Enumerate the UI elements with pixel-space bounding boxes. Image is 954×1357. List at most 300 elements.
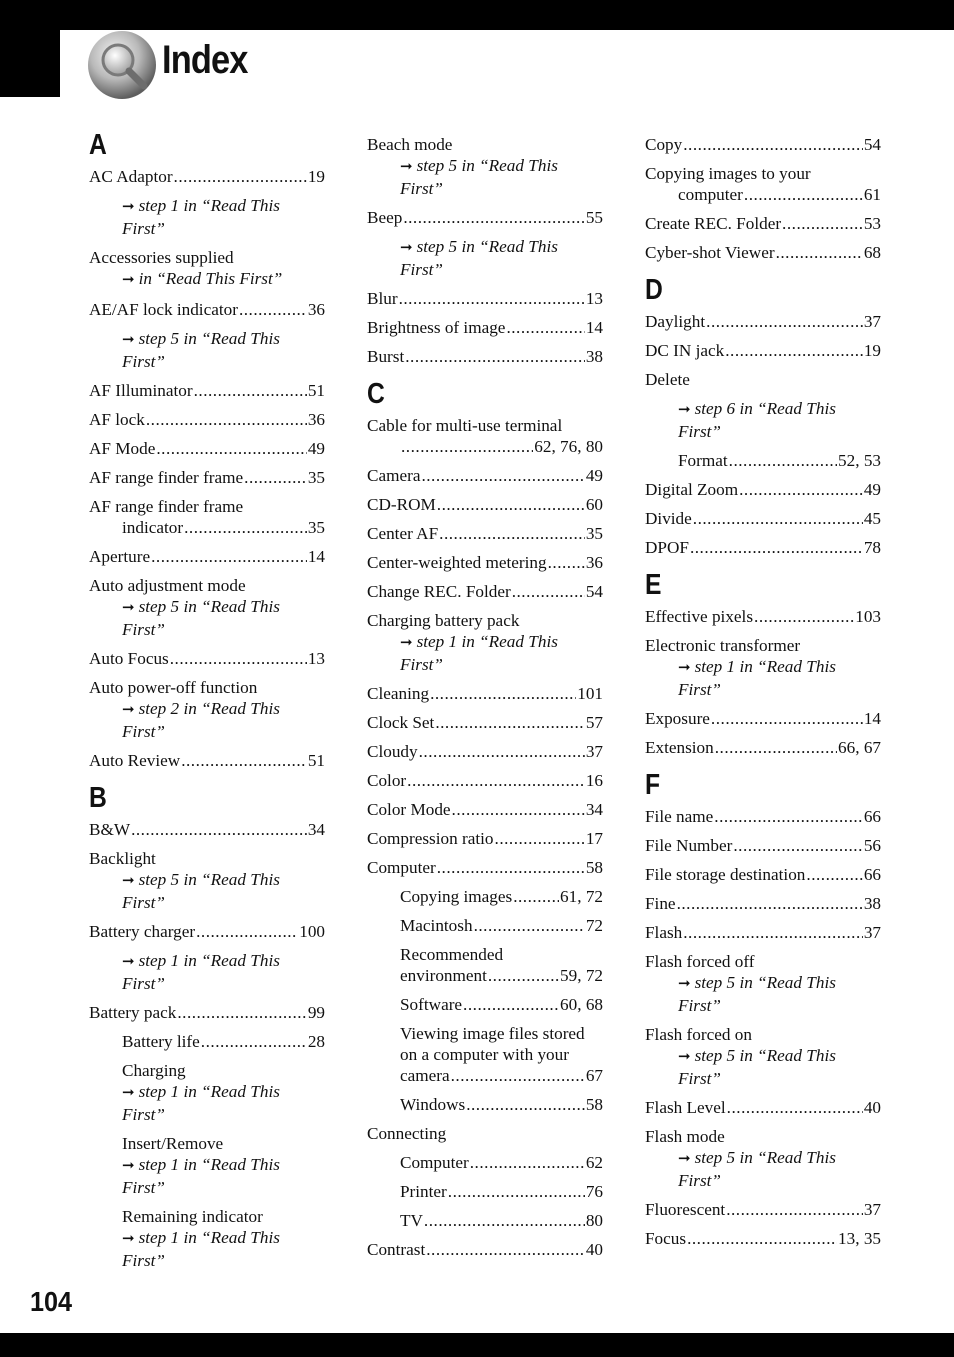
dot-leader: [726, 1199, 863, 1220]
arrow-icon: ➞: [400, 635, 413, 651]
ref-text-cont: First”: [122, 1105, 165, 1124]
index-term: File Number: [645, 836, 733, 855]
sub-entries: [367, 1152, 603, 1231]
page-refs: 38: [863, 894, 881, 913]
index-entry: [367, 1123, 603, 1231]
index-term: TV: [400, 1211, 423, 1230]
index-term-line: [89, 921, 325, 942]
dot-leader: [474, 915, 585, 936]
ref-text-cont: First”: [122, 974, 165, 993]
index-entry: [89, 848, 325, 913]
ref-text: step 1 in “Read This: [138, 1228, 280, 1247]
ref-text-cont: First”: [122, 893, 165, 912]
dot-leader: [495, 828, 585, 849]
index-term-line: [89, 380, 325, 401]
index-term-line: [645, 1097, 881, 1118]
index-term-line: [367, 581, 603, 602]
index-term: Aperture: [89, 547, 151, 566]
dot-leader: [184, 517, 307, 538]
ref-text-cont: First”: [122, 1251, 165, 1270]
index-term: Cyber-shot Viewer: [645, 243, 775, 262]
dot-leader: [435, 712, 584, 733]
index-term-line: [645, 922, 881, 943]
page-refs: 17: [585, 829, 603, 848]
dot-leader: [782, 213, 863, 234]
index-term: Copying images: [400, 887, 513, 906]
arrow-icon: ➞: [122, 954, 135, 970]
top-black-bar: [0, 0, 954, 30]
cross-reference: [89, 268, 325, 291]
index-entry: [645, 537, 881, 558]
index-term: AC Adaptor: [89, 167, 173, 186]
ref-text-cont: First”: [678, 996, 721, 1015]
arrow-icon: ➞: [122, 1231, 135, 1247]
index-term: Battery charger: [89, 922, 196, 941]
index-term: environment: [400, 966, 487, 985]
index-term-line: [367, 857, 603, 878]
index-term-line: [122, 1133, 325, 1154]
dot-leader: [683, 922, 863, 943]
page-refs: 54: [585, 582, 603, 601]
index-term: Cleaning: [367, 684, 430, 703]
index-entry: [645, 864, 881, 885]
dot-leader: [733, 835, 862, 856]
index-term-line: [645, 606, 881, 627]
page-refs: 60: [585, 495, 603, 514]
page-refs: 62: [585, 1153, 603, 1172]
dot-leader: [725, 340, 863, 361]
cross-reference: [122, 1081, 325, 1104]
bottom-black-bar: [0, 1333, 954, 1357]
cross-reference: [678, 398, 881, 421]
dot-leader: [156, 438, 306, 459]
dot-leader: [403, 207, 584, 228]
index-term-line: [122, 1031, 325, 1052]
index-term-line: [367, 610, 603, 631]
ref-text-cont: First”: [678, 680, 721, 699]
index-term-line: [89, 819, 325, 840]
page-refs: 57: [585, 713, 603, 732]
index-term-line: [400, 886, 603, 907]
dot-leader: [196, 921, 298, 942]
index-term: AF Mode: [89, 439, 156, 458]
index-term: Center AF: [367, 524, 439, 543]
index-term-line: [645, 311, 881, 332]
page-refs: 35: [307, 518, 325, 537]
index-section: [89, 783, 325, 1271]
index-entry: [645, 893, 881, 914]
index-entry: [367, 1239, 603, 1260]
index-term: Connecting: [367, 1124, 447, 1143]
index-term-line: [400, 1065, 603, 1086]
index-term: Auto adjustment mode: [89, 576, 246, 595]
index-term-line: [645, 479, 881, 500]
index-column-3: [645, 134, 881, 1257]
index-term-line: [400, 1094, 603, 1115]
magnifier-icon: [86, 29, 158, 101]
ref-text-cont: First”: [122, 620, 165, 639]
dot-leader: [506, 317, 584, 338]
index-entry: [89, 819, 325, 840]
ref-text: step 1 in “Read This: [138, 1082, 280, 1101]
arrow-icon: ➞: [122, 873, 135, 889]
index-entry: [367, 799, 603, 820]
index-term: Fine: [645, 894, 676, 913]
section-letter: F: [645, 769, 661, 801]
index-entry: [89, 380, 325, 401]
sub-entries: [645, 398, 881, 471]
index-term: Remaining indicator: [122, 1207, 263, 1226]
ref-text: step 5 in “Read This: [694, 973, 836, 992]
index-term-line: [367, 683, 603, 704]
index-term-line: [89, 848, 325, 869]
index-term: Computer: [367, 858, 436, 877]
page-refs: 100: [299, 922, 325, 941]
page-number: 104: [30, 1286, 73, 1317]
section-letter: E: [645, 569, 662, 601]
index-entry: [89, 247, 325, 291]
cross-reference: [89, 328, 325, 351]
page-refs: 53: [863, 214, 881, 233]
cross-reference: [89, 698, 325, 721]
index-entry: [89, 467, 325, 488]
dot-leader: [711, 708, 863, 729]
arrow-icon: ➞: [122, 702, 135, 718]
index-term-line: [645, 737, 881, 758]
index-entry: [367, 770, 603, 791]
page-refs: 58: [585, 858, 603, 877]
index-term-line: [367, 346, 603, 367]
index-entry: [645, 163, 881, 205]
dot-leader: [677, 893, 863, 914]
dot-leader: [714, 806, 863, 827]
dot-leader: [399, 288, 585, 309]
index-term-line: [367, 134, 603, 155]
index-entry: [367, 317, 603, 338]
index-entry: [367, 944, 603, 986]
index-term-line: [367, 1123, 603, 1144]
dot-leader: [424, 1210, 585, 1231]
page-refs: 40: [585, 1240, 603, 1259]
ref-text: step 1 in “Read This: [138, 1155, 280, 1174]
index-term: File name: [645, 807, 714, 826]
index-entry: [89, 438, 325, 459]
index-term-line: [89, 1002, 325, 1023]
ref-text-cont: First”: [400, 179, 443, 198]
index-term-line: [645, 340, 881, 361]
cross-reference: [122, 1227, 325, 1250]
dot-leader: [437, 857, 585, 878]
index-term-line: [122, 1060, 325, 1081]
index-entry: [367, 915, 603, 936]
index-entry: [89, 1060, 325, 1125]
page-refs: 51: [307, 751, 325, 770]
index-entry: [367, 857, 603, 1115]
section-letter: D: [645, 274, 663, 306]
index-term: Auto Focus: [89, 649, 169, 668]
sub-entries: [89, 1031, 325, 1271]
dot-leader: [470, 1152, 585, 1173]
index-term-line: [367, 1239, 603, 1260]
dot-leader: [806, 864, 862, 885]
index-entry: [367, 712, 603, 733]
index-term-line: [367, 317, 603, 338]
index-entry: [645, 737, 881, 758]
sub-entries: [367, 886, 603, 1115]
dot-leader: [687, 1228, 837, 1249]
index-term: Contrast: [367, 1240, 426, 1259]
index-term: Clock Set: [367, 713, 435, 732]
index-term-line: [645, 369, 881, 390]
ref-text: step 5 in “Read This: [416, 156, 558, 175]
dot-leader: [405, 346, 585, 367]
index-term: Insert/Remove: [122, 1134, 224, 1153]
ref-text-cont: First”: [678, 1171, 721, 1190]
cross-reference: [122, 1154, 325, 1177]
index-column-2: [367, 134, 603, 1268]
page-refs: 55: [585, 208, 603, 227]
ref-text-cont: First”: [122, 219, 165, 238]
index-entry: [89, 546, 325, 567]
ref-text: step 5 in “Read This: [138, 870, 280, 889]
page-refs: 37: [863, 1200, 881, 1219]
index-entry: [645, 635, 881, 700]
index-term: Divide: [645, 509, 692, 528]
page-refs: 38: [585, 347, 603, 366]
index-term: Beach mode: [367, 135, 453, 154]
index-term-line: [367, 207, 603, 228]
dot-leader: [151, 546, 307, 567]
index-entry: [89, 677, 325, 742]
dot-leader: [548, 552, 585, 573]
index-term: indicator: [122, 518, 184, 537]
index-term-line: [400, 994, 603, 1015]
index-term: B&W: [89, 820, 131, 839]
index-term: AF range finder frame: [89, 468, 244, 487]
ref-text-cont: First”: [678, 1069, 721, 1088]
index-term-line: [367, 741, 603, 762]
index-term-line: [367, 552, 603, 573]
index-term: Fluorescent: [645, 1200, 726, 1219]
index-entry: [367, 886, 603, 907]
page-refs: 99: [307, 1003, 325, 1022]
index-entry: [367, 465, 603, 486]
dot-leader: [452, 799, 585, 820]
index-section: [645, 770, 881, 1249]
cross-reference: [367, 631, 603, 654]
index-term-line: [645, 242, 881, 263]
page-refs: 49: [585, 466, 603, 485]
page-refs: 66, 67: [838, 738, 881, 757]
index-term: Effective pixels: [645, 607, 754, 626]
ref-text: step 5 in “Read This: [138, 329, 280, 348]
dot-leader: [727, 1097, 863, 1118]
index-term: Flash: [645, 923, 683, 942]
page-refs: 34: [585, 800, 603, 819]
index-term-line: [367, 828, 603, 849]
index-term: computer: [678, 185, 743, 204]
page-refs: 19: [307, 167, 325, 186]
index-term: Auto power-off function: [89, 678, 258, 697]
index-term-line: [645, 806, 881, 827]
index-term-cont: on a computer with your: [400, 1045, 569, 1064]
index-term-line: [645, 708, 881, 729]
page-refs: 13, 35: [838, 1229, 881, 1248]
index-term: Backlight: [89, 849, 156, 868]
index-entry: [645, 340, 881, 361]
index-entry: [367, 610, 603, 675]
cross-reference: [89, 950, 325, 973]
index-entry: [367, 415, 603, 457]
index-entry: [367, 1094, 603, 1115]
index-term-line: [89, 166, 325, 187]
index-term-line: [367, 288, 603, 309]
index-term-line: [645, 1024, 881, 1045]
index-entry: [367, 288, 603, 309]
index-entry: [367, 207, 603, 280]
index-entry: [367, 134, 603, 199]
cross-reference: [645, 1147, 881, 1170]
index-term: Copy: [645, 135, 683, 154]
index-term-line: [367, 436, 603, 457]
index-term: AF lock: [89, 410, 145, 429]
arrow-icon: ➞: [400, 159, 413, 175]
index-term: Create REC. Folder: [645, 214, 782, 233]
index-entry: [89, 409, 325, 430]
index-term: Burst: [367, 347, 405, 366]
ref-text: step 5 in “Read This: [416, 237, 558, 256]
ref-text-cont: First”: [122, 352, 165, 371]
index-term-line: [367, 799, 603, 820]
dot-leader: [174, 166, 307, 187]
page-refs: 52, 53: [838, 451, 881, 470]
page-refs: 56: [863, 836, 881, 855]
dot-leader: [512, 581, 585, 602]
index-term: Charging battery pack: [367, 611, 520, 630]
page-refs: 35: [585, 524, 603, 543]
index-entry: [645, 1126, 881, 1191]
ref-text: step 1 in “Read This: [416, 632, 558, 651]
index-entry: [89, 1031, 325, 1052]
index-term: DC IN jack: [645, 341, 725, 360]
index-term: Flash mode: [645, 1127, 725, 1146]
index-entry: [645, 311, 881, 332]
section-letter: B: [89, 782, 107, 814]
ref-text: in “Read This First”: [138, 269, 283, 288]
index-term: DPOF: [645, 538, 689, 557]
dot-leader: [181, 750, 307, 771]
cross-reference: [645, 972, 881, 995]
dot-leader: [690, 537, 863, 558]
page-refs: 68: [863, 243, 881, 262]
dot-leader: [430, 683, 576, 704]
arrow-icon: ➞: [122, 1158, 135, 1174]
ref-text-cont: First”: [678, 422, 721, 441]
index-term-line: [645, 864, 881, 885]
index-entry: [89, 921, 325, 994]
index-entry: [645, 1228, 881, 1249]
index-entry: [89, 1133, 325, 1198]
index-term-line: [400, 1152, 603, 1173]
page-refs: 58: [585, 1095, 603, 1114]
index-entry: [367, 494, 603, 515]
page-title: Index: [162, 38, 248, 82]
index-term: Extension: [645, 738, 714, 757]
page-refs: 54: [863, 135, 881, 154]
index-term-line: [678, 450, 881, 471]
page-refs: 28: [307, 1032, 325, 1051]
index-term-line: [367, 712, 603, 733]
arrow-icon: ➞: [678, 660, 691, 676]
page-refs: 40: [863, 1098, 881, 1117]
index-term-line: [89, 546, 325, 567]
dot-leader: [407, 770, 585, 791]
index-term-line: [89, 409, 325, 430]
index-term: Printer: [400, 1182, 447, 1201]
index-entry: [645, 213, 881, 234]
arrow-icon: ➞: [122, 1085, 135, 1101]
ref-text-cont: First”: [400, 260, 443, 279]
page-refs: 59, 72: [560, 966, 603, 985]
index-section: [367, 134, 603, 367]
dot-leader: [239, 299, 307, 320]
page-refs: 49: [307, 439, 325, 458]
index-term: Recommended: [400, 945, 504, 964]
index-term-line: [122, 1206, 325, 1227]
index-entry: [645, 1024, 881, 1089]
ref-text: step 1 in “Read This: [694, 657, 836, 676]
index-term: Center-weighted metering: [367, 553, 547, 572]
dot-leader: [739, 479, 863, 500]
index-term: CD-ROM: [367, 495, 436, 514]
index-term: Flash forced on: [645, 1025, 752, 1044]
index-term-line: [645, 134, 881, 155]
page-refs: 103: [855, 607, 881, 626]
ref-text: step 5 in “Read This: [138, 597, 280, 616]
dot-leader: [729, 450, 837, 471]
index-term: Electronic transformer: [645, 636, 801, 655]
index-entry: [367, 581, 603, 602]
index-term-line: [400, 965, 603, 986]
index-entry: [645, 398, 881, 442]
page-refs: 13: [307, 649, 325, 668]
ref-text: step 5 in “Read This: [694, 1046, 836, 1065]
dot-leader: [201, 1031, 307, 1052]
index-term-line: [645, 213, 881, 234]
page-refs: 36: [585, 553, 603, 572]
index-entry: [367, 1152, 603, 1173]
index-term-line: [645, 184, 881, 205]
index-entry: [645, 708, 881, 729]
index-entry: [89, 575, 325, 640]
index-entry: [645, 922, 881, 943]
index-term: Windows: [400, 1095, 466, 1114]
index-term: Flash Level: [645, 1098, 726, 1117]
index-term: Color Mode: [367, 800, 451, 819]
ref-text: step 1 in “Read This: [138, 951, 280, 970]
dot-leader: [419, 741, 585, 762]
dot-leader: [421, 465, 584, 486]
index-term: Macintosh: [400, 916, 473, 935]
index-term: Focus: [645, 1229, 687, 1248]
dot-leader: [466, 1094, 585, 1115]
index-term: Cloudy: [367, 742, 418, 761]
arrow-icon: ➞: [400, 240, 413, 256]
index-entry: [645, 835, 881, 856]
page-refs: 34: [307, 820, 325, 839]
page-refs: 62, 76, 80: [534, 437, 603, 456]
dot-leader: [715, 737, 837, 758]
